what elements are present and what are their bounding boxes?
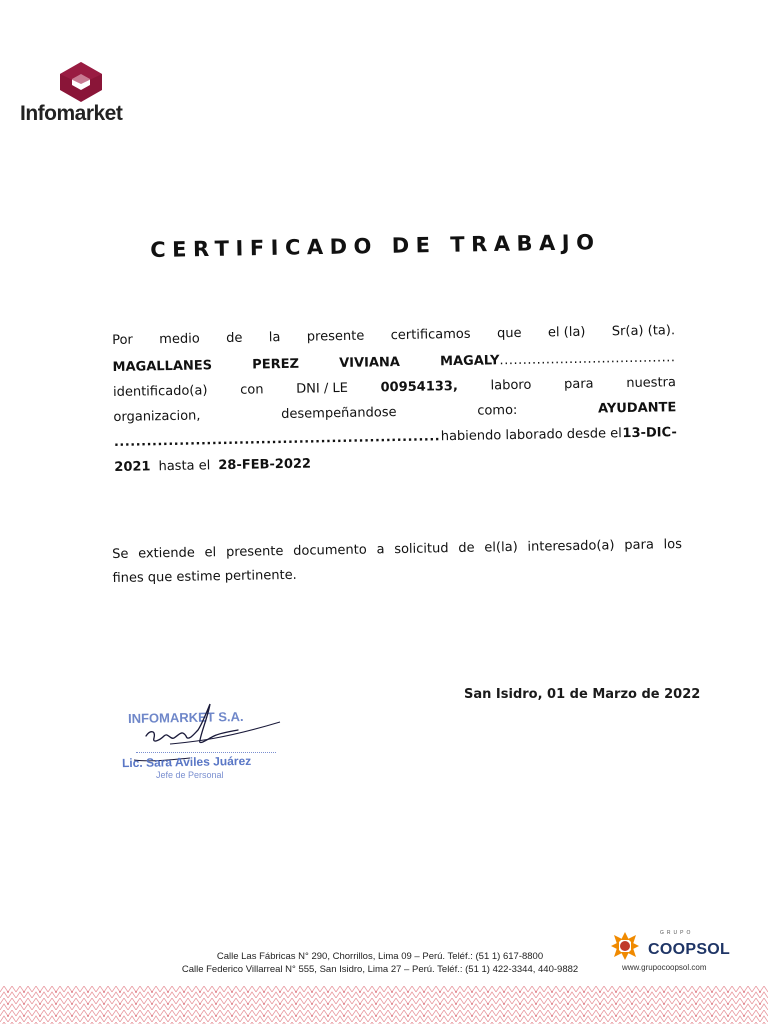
paragraph-line-1: Por medio de la presente certificamos que el (la) Sr(a) (ta). — [112, 323, 676, 348]
footer-addresses — [170, 950, 590, 976]
dni-number: 00954133, — [380, 378, 458, 396]
signer-role: Jefe de Personal — [156, 770, 224, 780]
request-line-2: fines que estime pertinente. — [112, 567, 297, 586]
address-line-1: Calle Las Fábricas N° 290, Chorrillos, Lima 09 – Perú. Teléf.: (51 1) 617-8800 — [216, 951, 544, 962]
coopsol-logo — [608, 930, 738, 976]
employee-firstname-1: VIVIANA — [338, 354, 401, 372]
request-paragraph — [112, 537, 683, 586]
employee-firstname-2: MAGALY — [439, 353, 500, 370]
stamp-company: INFOMARKET S.A. — [127, 708, 244, 727]
document-title: CERTIFICADO DE TRABAJO — [150, 230, 601, 262]
paragraph-line-3: identificado(a) con DNI / LE 00954133, laboro para nuestra — [112, 375, 677, 400]
address-line-2: Calle Federico Villarreal N° 555, San Isidro, Lima 27 – Perú. Teléf.: (51 1) 422-3344, 440-9882 — [181, 964, 579, 975]
paragraph-line-6: 2021 hasta el 28-FEB-2022 — [114, 456, 312, 475]
position-fill-dots: ............................................................ — [113, 429, 441, 450]
start-date-part1: 13-DIC- — [622, 425, 677, 442]
coopsol-website: www.grupocoopsol.com — [622, 963, 707, 972]
coopsol-sun-icon — [608, 930, 642, 962]
start-date-part2: 2021 — [114, 459, 151, 475]
employee-surname-2: PEREZ — [252, 356, 300, 373]
employee-name-line — [112, 350, 675, 375]
infomarket-cube-icon — [56, 62, 106, 102]
name-fill-dots: ...................................... — [499, 350, 676, 369]
signature-line — [136, 752, 276, 753]
decorative-pattern-border — [0, 986, 768, 1024]
signer-name: Lic. Sara Aviles Juárez — [121, 753, 252, 771]
job-position: AYUDANTE — [597, 400, 677, 417]
end-date: 28-FEB-2022 — [218, 456, 312, 474]
employee-surname-1: MAGALLANES — [112, 358, 213, 375]
coopsol-name: COOPSOL — [648, 941, 731, 958]
signature-stamp — [110, 700, 300, 790]
paragraph-line-4: organizacion, desempeñandose como: AYUDANTE — [113, 400, 677, 425]
certificate-paragraph — [112, 323, 677, 475]
place-date: San Isidro, 01 de Marzo de 2022 — [464, 687, 701, 702]
brand-name: Infomarket — [20, 102, 123, 125]
paragraph-line-5: ............................................................ habiendo laborado desde el 13-DIC- — [113, 425, 677, 450]
request-line-1: Se extiende el presente documento a solicitud de el(la) interesado(a) para los — [112, 537, 683, 562]
coopsol-group-label: GRUPO — [660, 930, 694, 936]
